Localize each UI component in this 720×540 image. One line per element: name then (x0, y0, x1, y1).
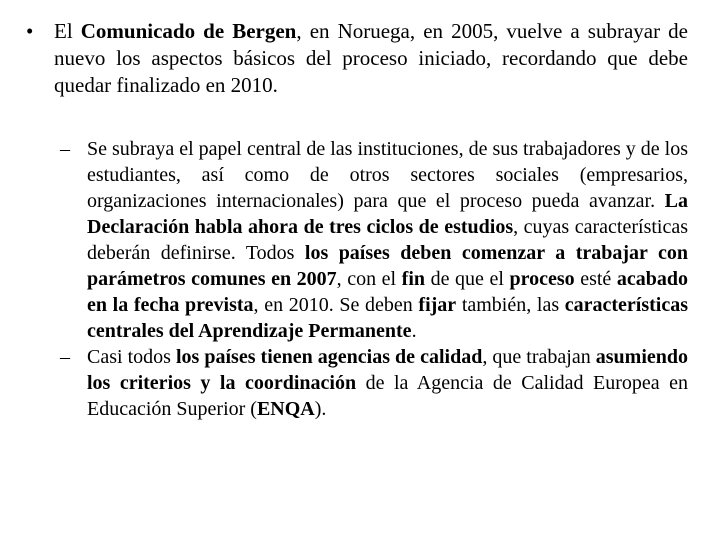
bold-text-run: los países tienen agencias de calidad (175, 346, 483, 368)
bold-text-run: características centrales del Aprendizaje Permanente (87, 294, 689, 342)
text-run: Casi todos (87, 346, 176, 368)
sub-bullet-item (60, 136, 688, 344)
bold-text-run: Comunicado de Bergen (80, 19, 297, 43)
text-run: El (54, 19, 81, 43)
text-run: esté (574, 268, 617, 290)
sub-bullet-list (60, 136, 688, 422)
bold-text-run: fin (401, 268, 425, 290)
text-run: también, las (456, 294, 565, 316)
bold-text-run: fijar (418, 294, 457, 316)
bold-text-run: asumiendo los criterios y la coordinación (87, 346, 688, 394)
text-run: , en 2010. Se deben (253, 294, 419, 316)
text-run: ). (314, 398, 327, 420)
dash-marker: – (60, 138, 70, 160)
bullet-marker: • (26, 19, 34, 43)
text-run: , con el (336, 268, 402, 290)
main-bullet-text (54, 18, 688, 99)
main-bullet (26, 18, 688, 99)
text-run: , que trabajan (482, 346, 596, 368)
text-run: de que el (425, 268, 510, 290)
sub-bullet-item (60, 344, 688, 422)
text-run: Se subraya el papel central de las instituciones, de sus trabajadores y de los estudiantes, así como de otros sectores sociales (empresarios, organizaciones internacionales) para que el proceso pueda avanzar. (87, 138, 688, 212)
sub-bullet-text (87, 344, 688, 422)
bold-text-run: acabado en la fecha prevista (87, 268, 688, 316)
text-run: , cuyas características deberán definirse. Todos (87, 216, 688, 264)
dash-marker: – (60, 346, 70, 368)
bold-text-run: La Declaración habla ahora de tres ciclos de estudios (87, 190, 688, 238)
text-run: , en Noruega, en 2005, vuelve a subrayar de nuevo los aspectos básicos del proceso iniciado, recordando que debe quedar finalizado en 2010. (54, 19, 688, 97)
text-run: de la Agencia de Calidad Europea en Educación Superior ( (87, 372, 688, 420)
sub-bullet-text (87, 136, 688, 344)
text-run: . (411, 320, 417, 342)
bold-text-run: ENQA (256, 398, 315, 420)
bold-text-run: proceso (509, 268, 575, 290)
bold-text-run: los países deben comenzar a trabajar con parámetros comunes en 2007 (87, 242, 688, 290)
